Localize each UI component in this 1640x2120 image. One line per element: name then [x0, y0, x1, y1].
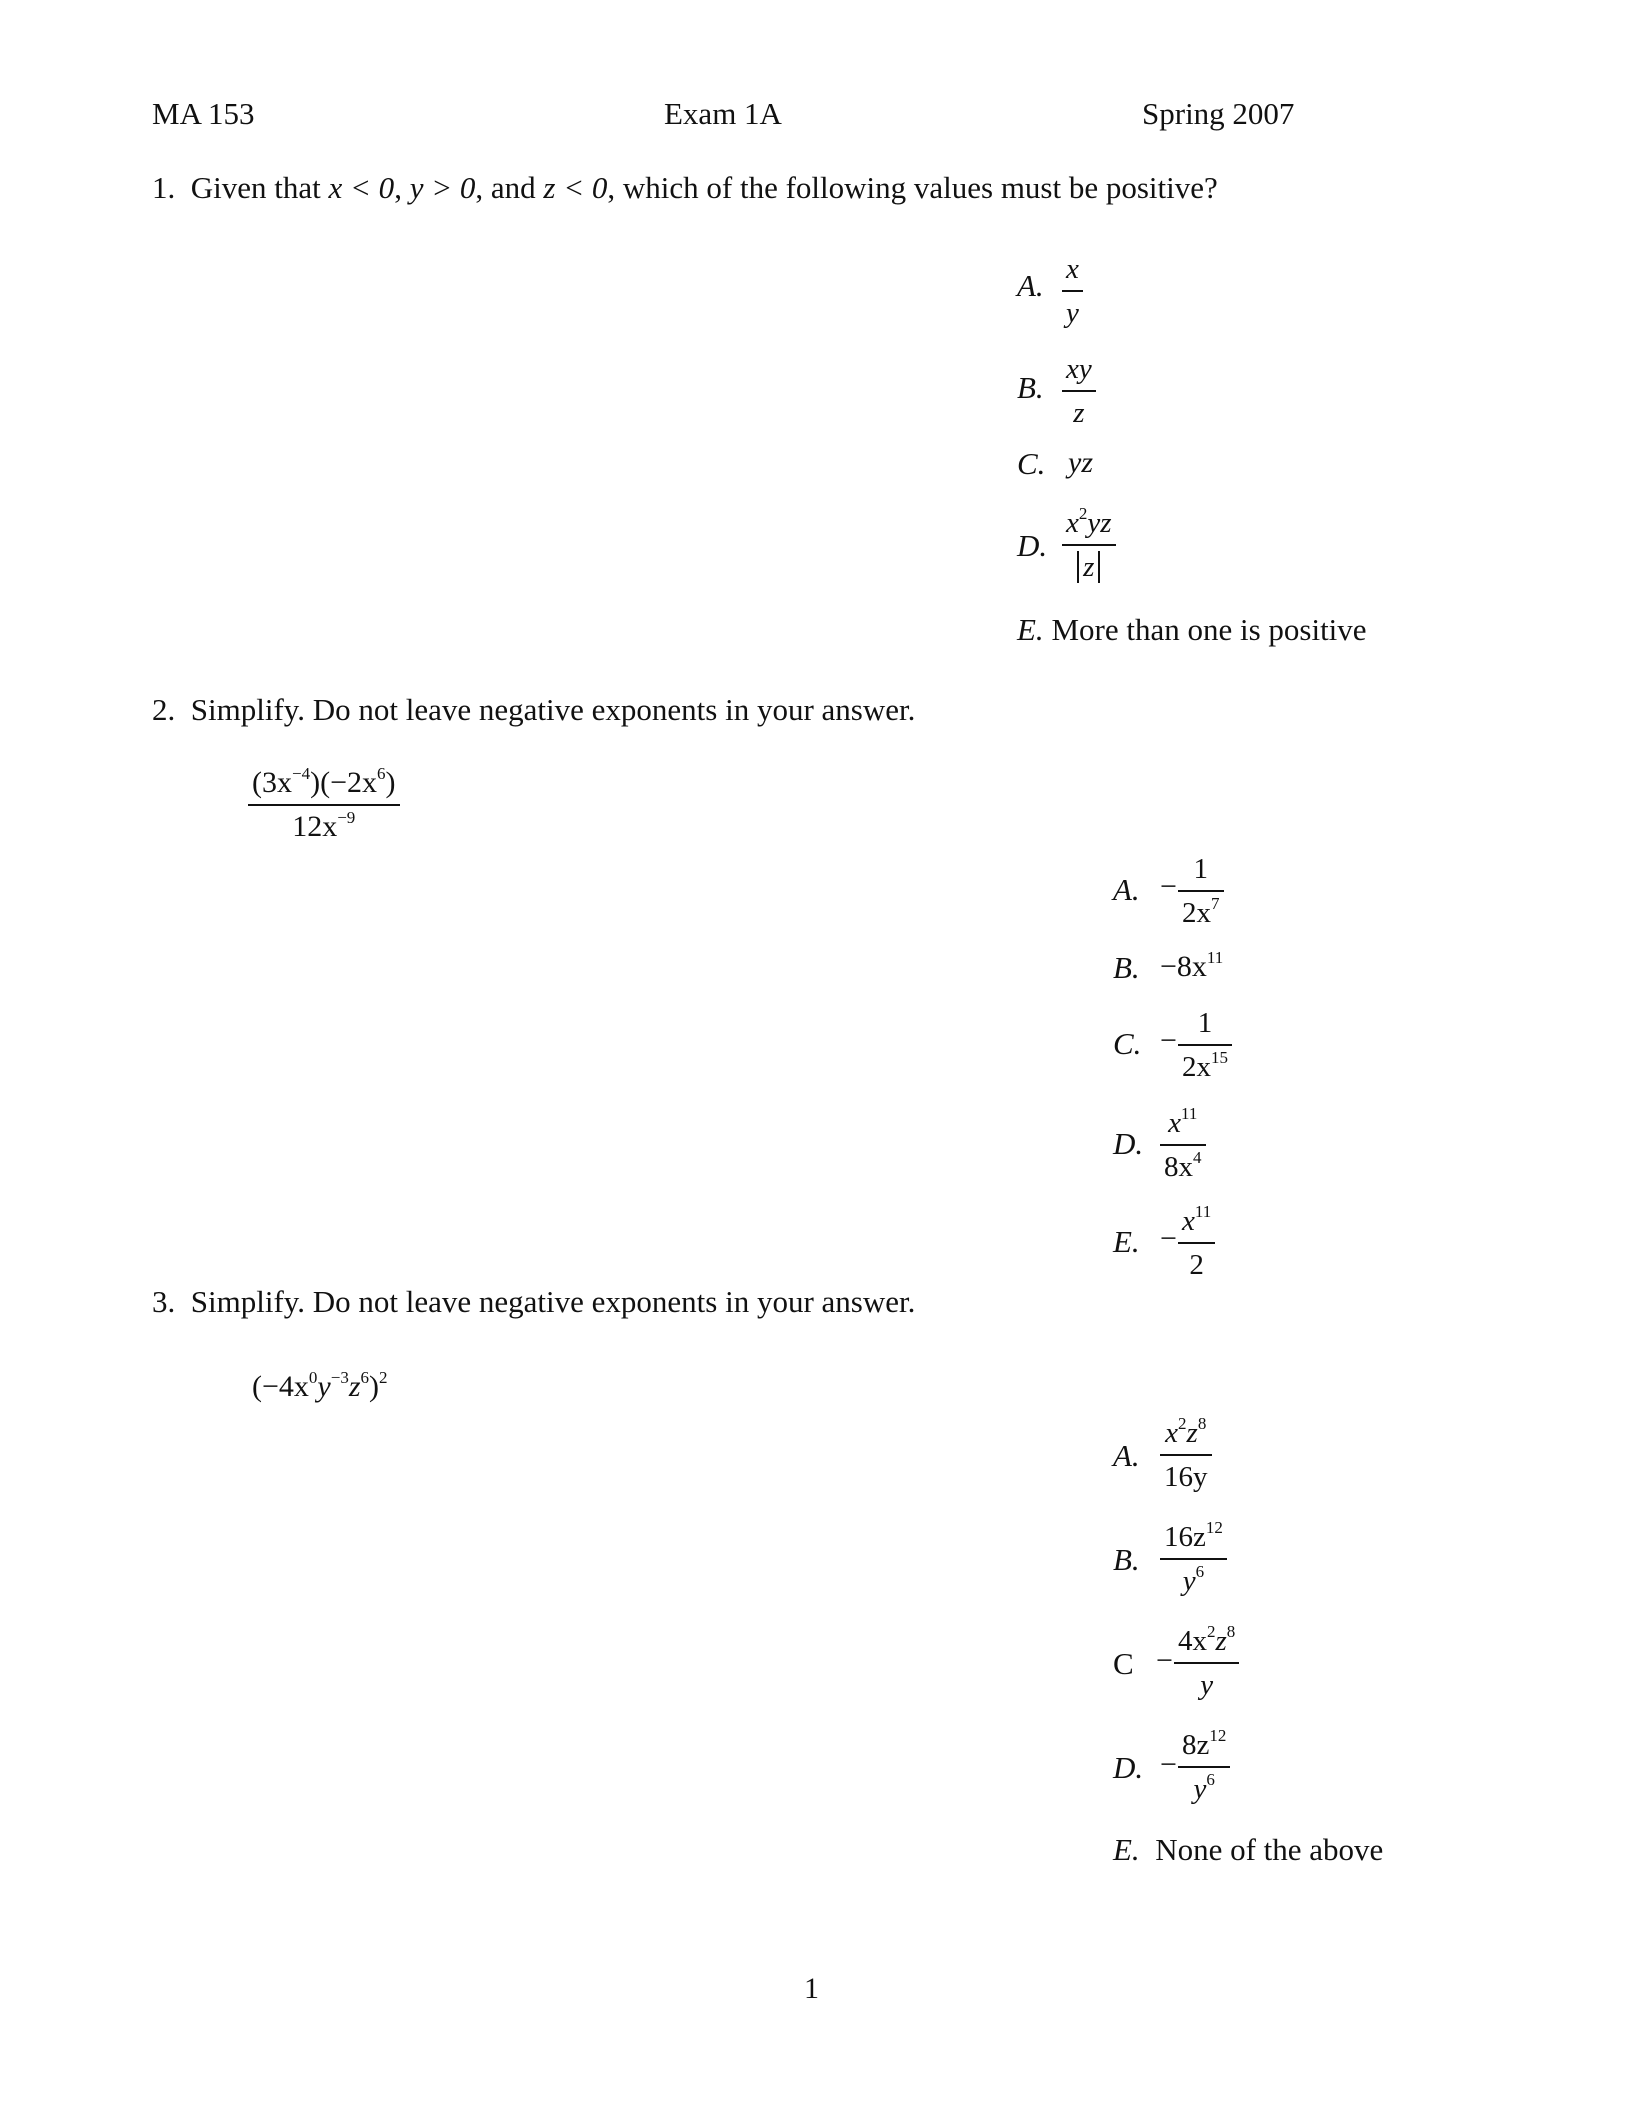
- question-2-prompt: 2. Simplify. Do not leave negative exponents in your answer.: [152, 692, 916, 727]
- q1-choice-a-letter: A.: [1017, 268, 1044, 303]
- q3-choice-c-fraction: $4x^2z^8$ y: [1174, 1622, 1239, 1704]
- q3-expression: $(-4x^0y^{-3}z^6)^2$: [252, 1368, 388, 1403]
- q3-choice-a-fraction: $x^2z^8$ 16y: [1160, 1414, 1212, 1496]
- q1-choice-c-expr: yz: [1068, 446, 1093, 479]
- q1-choice-c-letter: C.: [1017, 446, 1046, 481]
- question-number: 2.: [152, 692, 176, 727]
- question-1-prompt: 1. Given that x < 0, y > 0, and z < 0, which of the following values must be positive?: [152, 170, 1218, 205]
- q2-choice-c-fraction: 1 $2x^{15}$: [1178, 1004, 1232, 1086]
- q2-choice-a-sign: −: [1160, 870, 1177, 903]
- question-number: 3.: [152, 1284, 176, 1319]
- q3-choice-e: E. None of the above: [1113, 1832, 1384, 1867]
- q2-choice-d-letter: D.: [1113, 1126, 1144, 1161]
- q3-choice-b-letter: B.: [1113, 1542, 1140, 1577]
- q3-choice-d-sign: −: [1160, 1748, 1177, 1781]
- exam-title: Exam 1A: [664, 96, 782, 131]
- q3-choice-d-fraction: $8z^{12}$ $y^6$: [1178, 1726, 1230, 1808]
- page-number: 1: [804, 1972, 819, 2005]
- q2-choice-a-letter: A.: [1113, 872, 1140, 907]
- q3-choice-c-sign: −: [1156, 1644, 1173, 1677]
- q2-choice-e-sign: −: [1160, 1222, 1177, 1255]
- q3-choice-c-letter: C: [1113, 1646, 1134, 1681]
- q2-choice-c-sign: −: [1160, 1024, 1177, 1057]
- q2-expression: $(3x^{-4})(-2x^6)$ $12x^{-9}$: [248, 764, 400, 846]
- q1-choice-a-fraction: x y: [1062, 250, 1083, 332]
- q3-choice-b-fraction: $16z^{12}$ $y^6$: [1160, 1518, 1227, 1600]
- q1-choice-b-letter: B.: [1017, 370, 1044, 405]
- q2-choice-b-letter: B.: [1113, 950, 1140, 985]
- q1-choice-e: E. More than one is positive: [1017, 612, 1367, 647]
- q3-choice-d-letter: D.: [1113, 1750, 1144, 1785]
- q2-choice-c-letter: C.: [1113, 1026, 1142, 1061]
- q2-choice-d-fraction: $x^{11}$ $8x^4$: [1160, 1104, 1206, 1186]
- q2-choice-e-letter: E.: [1113, 1224, 1140, 1259]
- question-3-prompt: 3. Simplify. Do not leave negative exponents in your answer.: [152, 1284, 916, 1319]
- q1-choice-d-letter: D.: [1017, 528, 1048, 563]
- q2-choice-b-expr: $-8x^{11}$: [1160, 948, 1224, 983]
- q2-choice-e-fraction: $x^{11}$ 2: [1178, 1202, 1215, 1284]
- q2-choice-a-fraction: 1 $2x^7$: [1178, 850, 1224, 932]
- question-number: 1.: [152, 170, 176, 205]
- q1-choice-b-fraction: xy z: [1062, 350, 1096, 432]
- course-code: MA 153: [152, 96, 255, 131]
- exam-term: Spring 2007: [1142, 96, 1295, 131]
- q3-choice-a-letter: A.: [1113, 1438, 1140, 1473]
- q1-choice-d-fraction: $x^2yz$ z: [1062, 504, 1116, 586]
